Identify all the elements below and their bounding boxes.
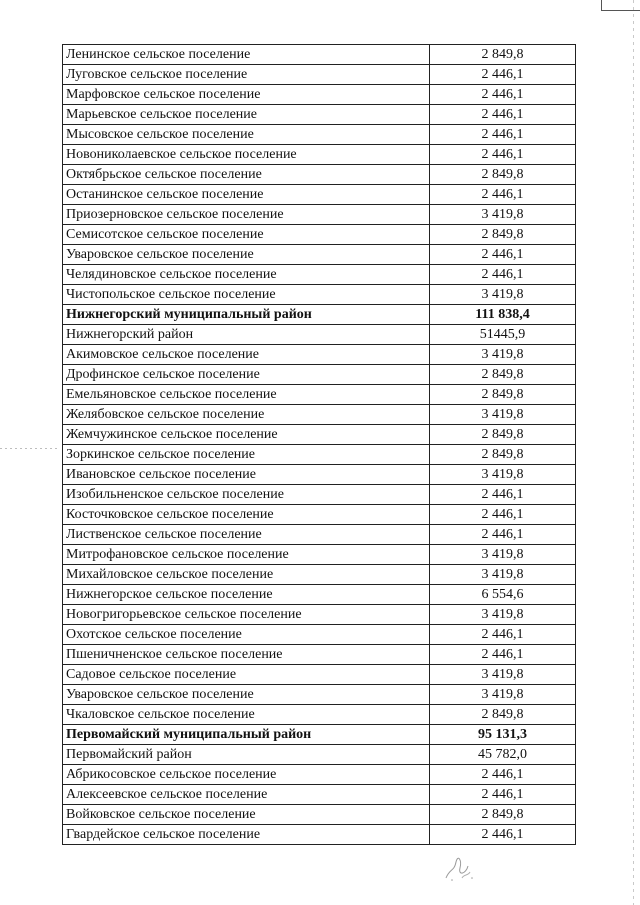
table-row: [63, 145, 576, 165]
amount-cell: 2 446,1: [430, 645, 576, 665]
amount-cell: 2 446,1: [430, 185, 576, 205]
table-row: [63, 585, 576, 605]
amount-cell: 2 446,1: [430, 105, 576, 125]
settlement-name-cell: Нижнегорский район: [63, 325, 430, 345]
amount-cell: 2 446,1: [430, 65, 576, 85]
table-row: [63, 105, 576, 125]
amount-cell: 2 849,8: [430, 425, 576, 445]
amount-cell: 2 849,8: [430, 225, 576, 245]
amount-cell: 2 849,8: [430, 805, 576, 825]
table-row: [63, 765, 576, 785]
settlement-name-cell: Гвардейское сельское поселение: [63, 825, 430, 845]
amount-cell: 2 446,1: [430, 485, 576, 505]
table-row: [63, 665, 576, 685]
settlement-name-cell: Жемчужинское сельское поселение: [63, 425, 430, 445]
settlement-name-cell: Акимовское сельское поселение: [63, 345, 430, 365]
amount-cell: 3 419,8: [430, 345, 576, 365]
settlement-name-cell: Уваровское сельское поселение: [63, 245, 430, 265]
table-row: [63, 345, 576, 365]
table-row: [63, 325, 576, 345]
settlement-name-cell: Абрикосовское сельское поселение: [63, 765, 430, 785]
table-row: [63, 705, 576, 725]
amount-cell: 3 419,8: [430, 465, 576, 485]
settlement-name-cell: Нижнегорское сельское поселение: [63, 585, 430, 605]
pen-scribble-mark: [440, 848, 480, 884]
table-row: [63, 405, 576, 425]
settlement-name-cell: Михайловское сельское поселение: [63, 565, 430, 585]
table-row: [63, 165, 576, 185]
table-row: [63, 505, 576, 525]
settlement-name-cell: Ивановское сельское поселение: [63, 465, 430, 485]
district-total-row: [63, 725, 576, 745]
amount-cell: 2 849,8: [430, 165, 576, 185]
table-row: [63, 785, 576, 805]
district-total-row: [63, 305, 576, 325]
table-row: [63, 365, 576, 385]
settlement-name-cell: Косточковское сельское поселение: [63, 505, 430, 525]
table-row: [63, 225, 576, 245]
settlement-name-cell: Зоркинское сельское поселение: [63, 445, 430, 465]
amount-cell: 2 849,8: [430, 445, 576, 465]
settlement-name-cell: Алексеевское сельское поселение: [63, 785, 430, 805]
table-row: [63, 465, 576, 485]
table-row: [63, 65, 576, 85]
amount-cell: 2 446,1: [430, 245, 576, 265]
settlement-name-cell: Марьевское сельское поселение: [63, 105, 430, 125]
table-row: [63, 545, 576, 565]
amount-cell: 2 849,8: [430, 365, 576, 385]
amount-cell: 2 446,1: [430, 785, 576, 805]
amount-cell: 2 446,1: [430, 505, 576, 525]
settlement-name-cell: Новониколаевское сельское поселение: [63, 145, 430, 165]
amount-cell: 2 446,1: [430, 625, 576, 645]
table-row: [63, 205, 576, 225]
settlement-name-cell: Уваровское сельское поселение: [63, 685, 430, 705]
settlement-name-cell: Войковское сельское поселение: [63, 805, 430, 825]
settlement-name-cell: Приозерновское сельское поселение: [63, 205, 430, 225]
amount-cell: 95 131,3: [430, 725, 576, 745]
table-row: [63, 285, 576, 305]
amount-cell: 3 419,8: [430, 665, 576, 685]
table-row: [63, 445, 576, 465]
table-row: [63, 125, 576, 145]
amount-cell: 2 446,1: [430, 125, 576, 145]
settlement-name-cell: Емельяновское сельское поселение: [63, 385, 430, 405]
table-row: [63, 45, 576, 65]
settlement-name-cell: Охотское сельское поселение: [63, 625, 430, 645]
amount-cell: 2 446,1: [430, 765, 576, 785]
table-row: [63, 645, 576, 665]
amount-cell: 3 419,8: [430, 205, 576, 225]
amount-cell: 3 419,8: [430, 405, 576, 425]
amount-cell: 2 446,1: [430, 825, 576, 845]
settlement-name-cell: Ленинское сельское поселение: [63, 45, 430, 65]
amount-cell: 2 446,1: [430, 145, 576, 165]
budget-table: [62, 44, 576, 845]
settlement-name-cell: Луговское сельское поселение: [63, 65, 430, 85]
settlement-name-cell: Лиственское сельское поселение: [63, 525, 430, 545]
settlement-name-cell: Чистопольское сельское поселение: [63, 285, 430, 305]
settlement-name-cell: Останинское сельское поселение: [63, 185, 430, 205]
table-row: [63, 825, 576, 845]
settlement-name-cell: Марфовское сельское поселение: [63, 85, 430, 105]
settlement-name-cell: Мысовское сельское поселение: [63, 125, 430, 145]
amount-cell: 2 446,1: [430, 85, 576, 105]
amount-cell: 6 554,6: [430, 585, 576, 605]
table-row: [63, 185, 576, 205]
page-edge: [633, 0, 634, 905]
amount-cell: 3 419,8: [430, 285, 576, 305]
amount-cell: 51445,9: [430, 325, 576, 345]
settlement-name-cell: Первомайский муниципальный район: [63, 725, 430, 745]
amount-cell: 3 419,8: [430, 545, 576, 565]
settlement-name-cell: Челядиновское сельское поселение: [63, 265, 430, 285]
settlement-name-cell: Пшеничненское сельское поселение: [63, 645, 430, 665]
table-row: [63, 805, 576, 825]
settlement-name-cell: Нижнегорский муниципальный район: [63, 305, 430, 325]
amount-cell: 2 849,8: [430, 45, 576, 65]
table-row: [63, 605, 576, 625]
settlement-name-cell: Изобильненское сельское поселение: [63, 485, 430, 505]
settlement-name-cell: Митрофановское сельское поселение: [63, 545, 430, 565]
corner-mark: [601, 0, 640, 11]
table-body: [63, 45, 576, 845]
table-row: [63, 685, 576, 705]
amount-cell: 2 849,8: [430, 385, 576, 405]
settlement-name-cell: Семисотское сельское поселение: [63, 225, 430, 245]
amount-cell: 111 838,4: [430, 305, 576, 325]
amount-cell: 3 419,8: [430, 605, 576, 625]
settlement-name-cell: Садовое сельское поселение: [63, 665, 430, 685]
amount-cell: 45 782,0: [430, 745, 576, 765]
table-row: [63, 385, 576, 405]
amount-cell: 3 419,8: [430, 685, 576, 705]
table-row: [63, 525, 576, 545]
table-row: [63, 425, 576, 445]
settlement-name-cell: Дрофинское сельское поселение: [63, 365, 430, 385]
amount-cell: 2 446,1: [430, 265, 576, 285]
settlement-name-cell: Октябрьское сельское поселение: [63, 165, 430, 185]
table-row: [63, 565, 576, 585]
table-row: [63, 265, 576, 285]
table-row: [63, 245, 576, 265]
table-row: [63, 625, 576, 645]
table-row: [63, 745, 576, 765]
amount-cell: 2 446,1: [430, 525, 576, 545]
settlement-name-cell: Чкаловское сельское поселение: [63, 705, 430, 725]
settlement-name-cell: Новогригорьевское сельское поселение: [63, 605, 430, 625]
amount-cell: 2 849,8: [430, 705, 576, 725]
settlement-name-cell: Первомайский район: [63, 745, 430, 765]
table-row: [63, 85, 576, 105]
settlement-name-cell: Желябовское сельское поселение: [63, 405, 430, 425]
scan-dash-mark: [0, 448, 60, 449]
table-row: [63, 485, 576, 505]
amount-cell: 3 419,8: [430, 565, 576, 585]
